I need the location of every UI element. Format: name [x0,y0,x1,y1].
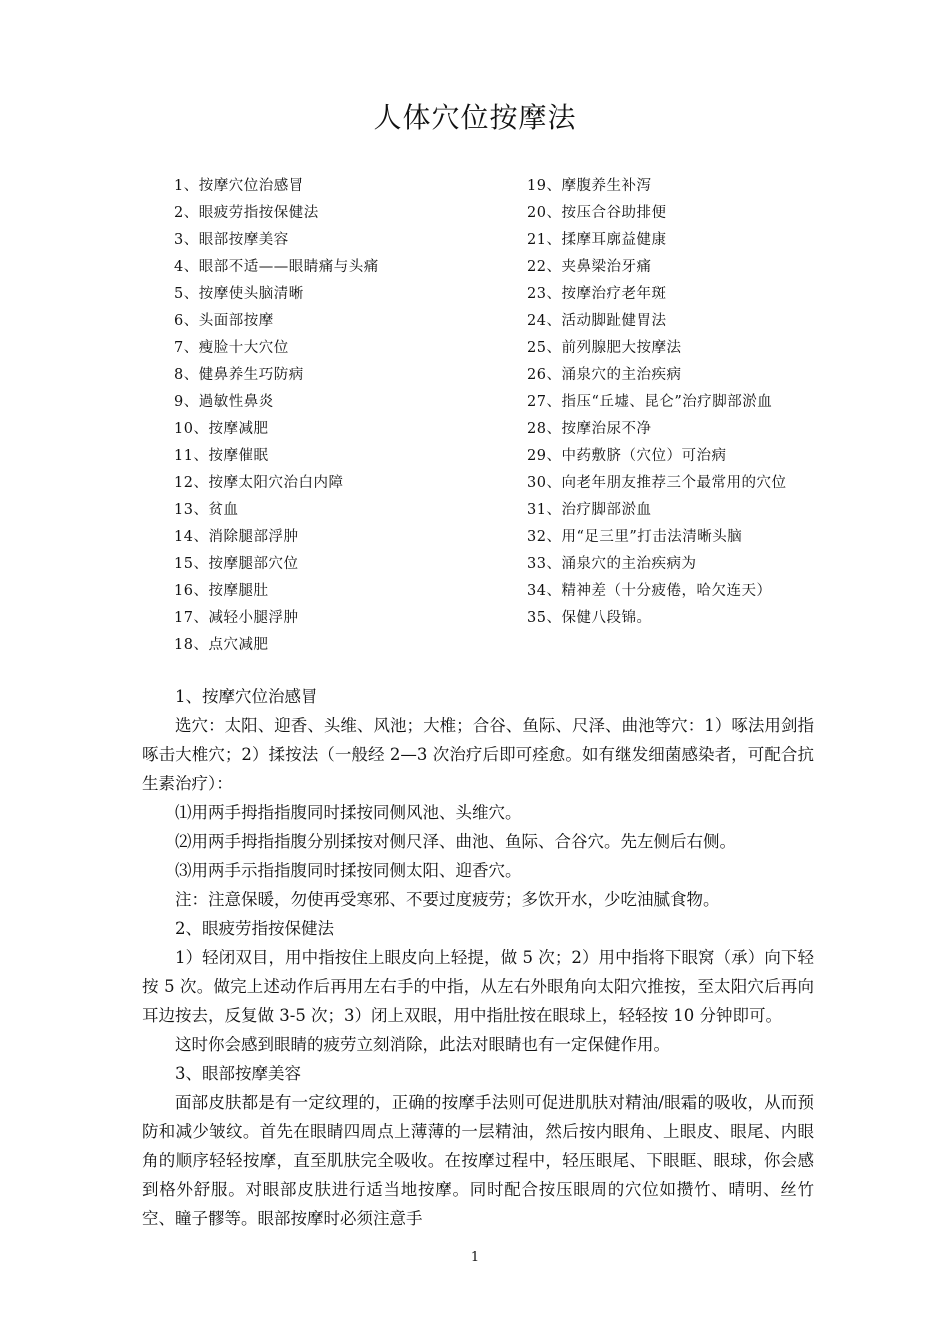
toc-item: 9、過敏性鼻炎 [174,394,274,410]
document-body [142,682,814,1233]
toc-item: 27、指压“丘墟、昆仑”治疗脚部淤血 [527,394,773,410]
toc-item: 15、按摩腿部穴位 [174,556,299,572]
toc-item: 8、健鼻养生巧防病 [174,367,304,383]
toc-item: 1、按摩穴位治感冒 [174,178,304,194]
toc-item: 14、消除腿部浮肿 [174,529,299,545]
toc-item: 24、活动脚趾健胃法 [527,313,667,329]
toc-item: 34、精神差（十分疲倦，哈欠连天） [527,583,772,599]
toc-item: 21、揉摩耳廓益健康 [527,232,667,248]
toc-item: 13、贫血 [174,502,239,518]
toc-item: 20、按压合谷助排便 [527,205,667,221]
toc-item: 11、按摩催眠 [174,448,269,464]
toc-item: 28、按摩治尿不净 [527,421,652,437]
paragraph: 注：注意保暖，勿使再受寒邪、不要过度疲劳；多饮开水，少吃油腻食物。 [175,890,720,909]
paragraph: 选穴：太阳、迎香、头维、风池；大椎；合谷、鱼际、尺泽、曲池等穴：1）啄法用剑指啄击大椎穴；2）揉按法（一般经 2—3 次治疗后即可痊愈。如有继发细菌感染者，可配合抗生素治疗）： [142,716,814,793]
paragraph: 1）轻闭双目，用中指按住上眼皮向上轻提，做 5 次；2）用中指将下眼窝（承）向下轻按 5 次。做完上述动作后再用左右手的中指，从左右外眼角向太阳穴推按，至太阳穴后再向耳边按去，反复做 3-5 次；3）闭上双眼，用中指肚按在眼球上，轻轻按 10 分钟即可。 [142,948,814,1025]
toc-item: 16、按摩腿肚 [174,583,269,599]
toc-item: 17、减轻小腿浮肿 [174,610,299,626]
toc-item: 2、眼疲劳指按保健法 [174,205,319,221]
section-heading: 2、眼疲劳指按保健法 [175,919,334,938]
toc-item: 30、向老年朋友推荐三个最常用的穴位 [527,475,787,491]
toc-item: 33、涌泉穴的主治疾病为 [527,556,697,572]
toc-item: 4、眼部不适——眼睛痛与头痛 [174,259,379,275]
toc-item: 35、保健八段锦。 [527,610,652,626]
paragraph: ⑴用两手拇指指腹同时揉按同侧风池、头维穴。 [175,803,522,822]
paragraph: ⑵用两手拇指指腹分别揉按对侧尺泽、曲池、鱼际、合谷穴。先左侧后右侧。 [175,832,736,851]
toc-item: 26、涌泉穴的主治疾病 [527,367,682,383]
toc-item: 31、治疗脚部淤血 [527,502,652,518]
toc-item: 6、头面部按摩 [174,313,274,329]
toc-item: 25、前列腺肥大按摩法 [527,340,682,356]
paragraph: ⑶用两手示指指腹同时揉按同侧太阳、迎香穴。 [175,861,522,880]
toc-item: 22、夹鼻梁治牙痛 [527,259,652,275]
paragraph: 面部皮肤都是有一定纹理的，正确的按摩手法则可促进肌肤对精油/眼霜的吸收，从而预防和减少皱纹。首先在眼睛四周点上薄薄的一层精油，然后按内眼角、上眼皮、眼尾、内眼角的顺序轻轻按摩，直至肌肤完全吸收。在按摩过程中，轻压眼尾、下眼眶、眼球，你会感到格外舒服。对眼部皮肤进行适当地按摩。同时配合按压眼周的穴位如攒竹、晴明、丝竹空、瞳子髎等。眼部按摩时必须注意手 [142,1093,814,1228]
paragraph: 这时你会感到眼睛的疲劳立刻消除，此法对眼睛也有一定保健作用。 [175,1035,670,1054]
toc-item: 29、中药敷脐（穴位）可治病 [527,448,727,464]
toc-left-column [174,173,514,659]
page-number: 1 [470,1250,480,1265]
toc-item: 5、按摩使头脑清晰 [174,286,304,302]
toc-item: 18、点穴减肥 [174,637,269,653]
toc-item: 32、用“足三里”打击法清晰头脑 [527,529,743,545]
section-heading: 3、眼部按摩美容 [175,1064,301,1083]
toc-item: 23、按摩治疗老年斑 [527,286,667,302]
toc-item: 19、摩腹养生补泻 [527,178,652,194]
toc-item: 12、按摩太阳穴治白内障 [174,475,344,491]
toc-item: 3、眼部按摩美容 [174,232,289,248]
toc-item: 10、按摩减肥 [174,421,269,437]
document-title: 人体穴位按摩法 [373,101,577,134]
section-heading: 1、按摩穴位治感冒 [175,687,318,706]
toc-item: 7、瘦脸十大穴位 [174,340,289,356]
toc-right-column [527,173,827,632]
